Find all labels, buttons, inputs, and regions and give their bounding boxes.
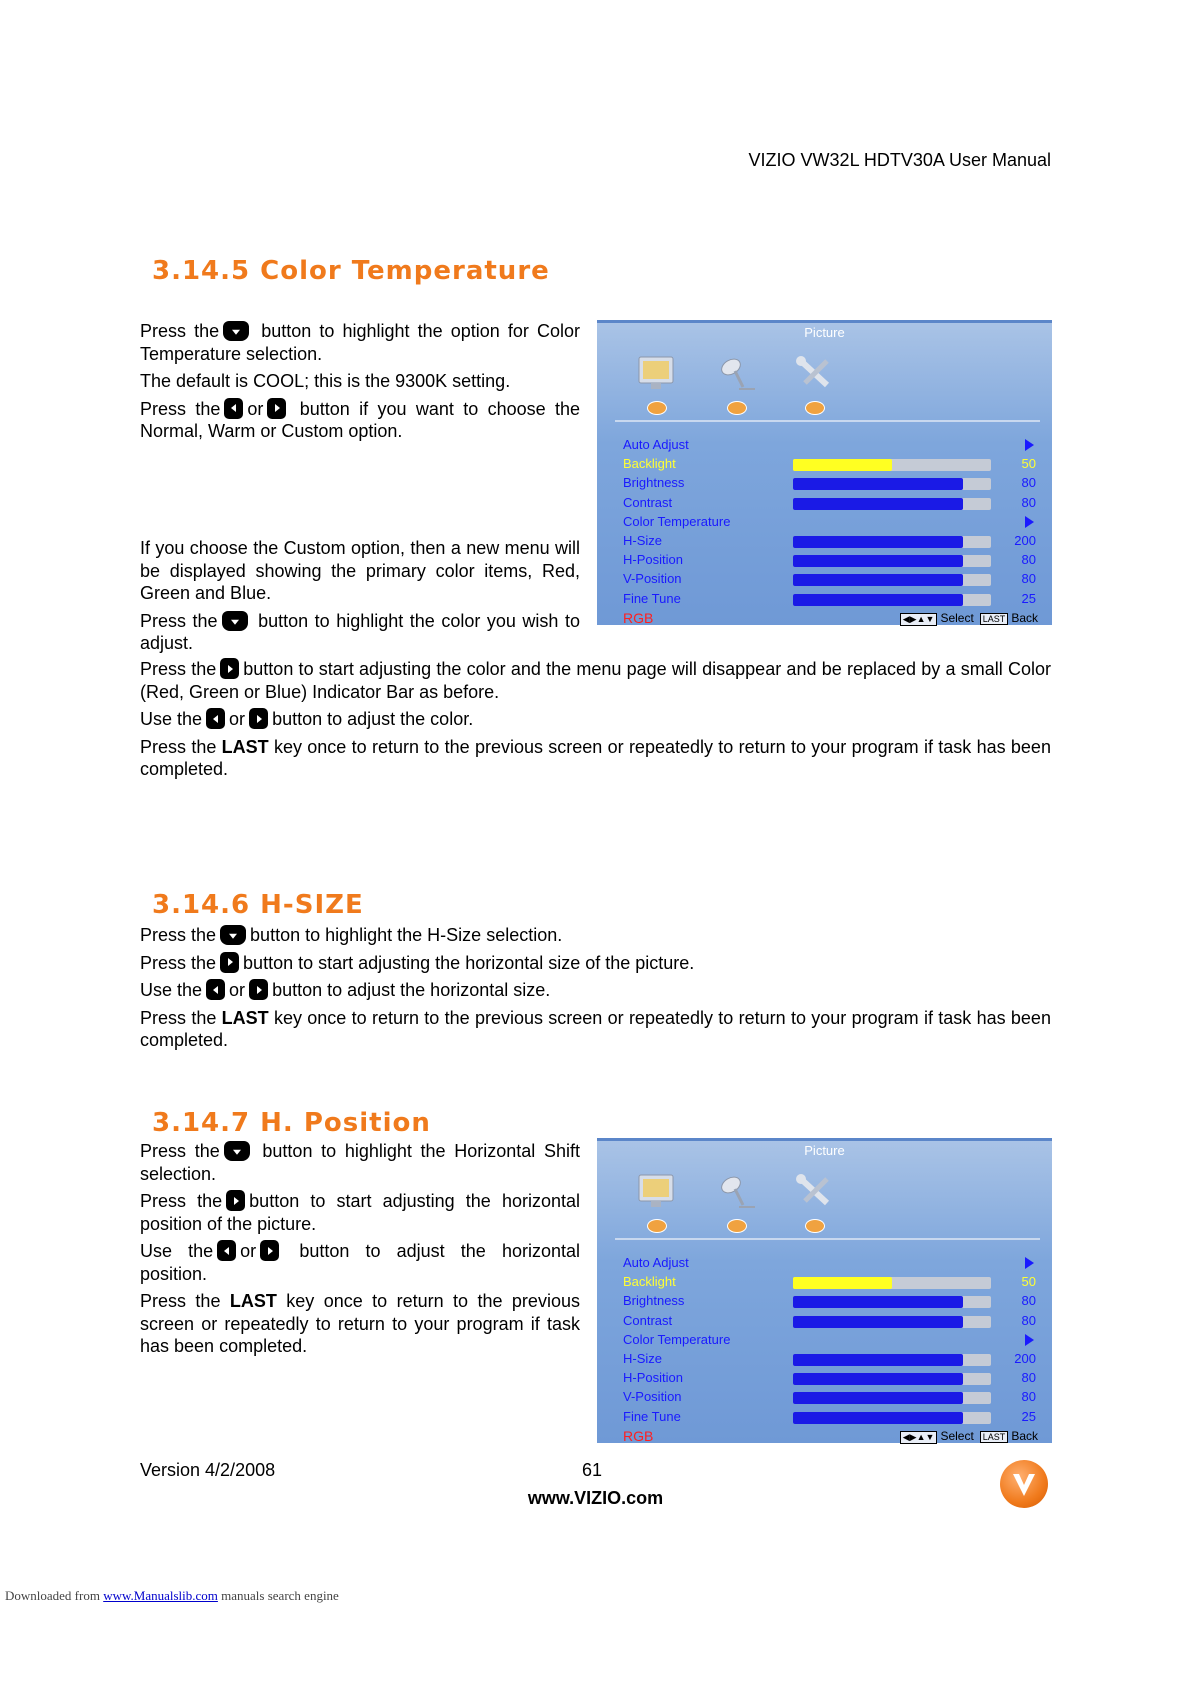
menu-row[interactable]: [623, 1311, 1036, 1330]
submenu-arrow-icon: [1025, 439, 1034, 451]
level-bar[interactable]: [793, 459, 991, 471]
menu-row-label: Brightness: [623, 475, 685, 491]
level-bar-fill: [793, 1296, 963, 1308]
website-text: www.VIZIO.com: [527, 1488, 664, 1508]
last-key-icon: LAST: [980, 1431, 1009, 1443]
input-source-label: RGB: [623, 610, 654, 626]
level-bar[interactable]: [793, 1316, 991, 1328]
divider: [615, 420, 1040, 422]
level-bar-fill: [793, 594, 963, 606]
level-bar-fill: [793, 555, 963, 567]
menu-row[interactable]: [623, 550, 1036, 569]
right-button-icon: [249, 708, 268, 729]
wrench-tools-icon[interactable]: [793, 1171, 837, 1211]
right-button-icon: [267, 398, 286, 419]
menu-row[interactable]: [623, 1330, 1036, 1349]
tab-indicator-icon: [805, 401, 825, 415]
menu-row[interactable]: [623, 1272, 1036, 1291]
menu-row-value: 50: [1021, 456, 1036, 472]
menu-row[interactable]: [623, 531, 1036, 550]
level-bar[interactable]: [793, 1373, 991, 1385]
menu-row[interactable]: [623, 493, 1036, 512]
menu-row-value: 25: [1021, 1408, 1036, 1424]
menu-row[interactable]: [623, 512, 1036, 531]
right-button-icon: [226, 1190, 245, 1211]
right-button-icon: [220, 952, 239, 973]
level-bar[interactable]: [793, 1354, 991, 1366]
color-temp-custom-block: [140, 537, 580, 655]
menu-row[interactable]: [623, 1368, 1036, 1387]
level-bar-fill: [793, 498, 963, 510]
menu-title: Picture: [804, 1143, 845, 1158]
nav-arrows-icon: ◀▶▲▼: [900, 1431, 938, 1444]
level-bar-fill: [793, 1392, 963, 1404]
menu-row[interactable]: [623, 473, 1036, 492]
submenu-arrow-icon: [1025, 1257, 1034, 1269]
paragraph: Press the button to start adjusting the color and the menu page will disappear and be replaced by a small Color (Red, Green or Blue) Indicator Bar as before.: [140, 659, 1051, 702]
downloaded-from-note: Downloaded from www.Manualslib.com manuals search engine: [5, 1588, 339, 1603]
down-button-icon: [220, 925, 246, 945]
back-label: Back: [1011, 611, 1038, 625]
down-button-icon: [224, 1141, 250, 1161]
h-size-text-block: [140, 924, 1051, 1052]
paragraph: The default is COOL; this is the 9300K setting.: [140, 371, 511, 391]
menu-row-label: Backlight: [623, 456, 676, 472]
level-bar[interactable]: [793, 1296, 991, 1308]
paragraph: Press the button to highlight the Horizontal Shift selection.: [140, 1141, 580, 1184]
paragraph: Press the button to start adjusting the horizontal position of the picture.: [140, 1191, 580, 1234]
menu-row-label: Fine Tune: [623, 590, 681, 606]
menu-row-value: 80: [1021, 1389, 1036, 1405]
left-button-icon: [206, 979, 225, 1000]
level-bar[interactable]: [793, 536, 991, 548]
menu-row-label: Contrast: [623, 494, 673, 510]
down-button-icon: [222, 611, 248, 631]
left-button-icon: [224, 398, 243, 419]
menu-row[interactable]: [623, 1291, 1036, 1310]
menu-row-label: Contrast: [623, 1312, 673, 1328]
wrench-tools-icon[interactable]: [793, 353, 837, 393]
menu-title: Picture: [804, 325, 845, 340]
level-bar-fill: [793, 1277, 892, 1289]
menu-row-label: V-Position: [623, 571, 682, 587]
paragraph: Press the or button if you want to choose the Normal, Warm or Custom option.: [140, 398, 580, 441]
paragraph: Press the button to start adjusting the horizontal size of the picture.: [140, 952, 695, 973]
manualslib-link[interactable]: www.Manualslib.com: [103, 1588, 218, 1603]
divider: [615, 1238, 1040, 1240]
menu-row[interactable]: [623, 1253, 1036, 1272]
menu-row[interactable]: [623, 1387, 1036, 1406]
h-position-text-block: [140, 1140, 580, 1358]
menu-row-label: H-Position: [623, 552, 683, 568]
menu-footer: [623, 610, 1038, 626]
menu-row-label: H-Size: [623, 1350, 663, 1366]
menu-row-value: 25: [1021, 590, 1036, 606]
tab-indicator-icon: [647, 401, 667, 415]
level-bar-fill: [793, 574, 963, 586]
back-label: Back: [1011, 1429, 1038, 1443]
menu-row-label: Auto Adjust: [623, 437, 689, 452]
section-title-h-position: 3.14.7 H. Position: [152, 1108, 431, 1138]
nav-arrows-icon: ◀▶▲▼: [900, 613, 938, 626]
level-bar[interactable]: [793, 574, 991, 586]
submenu-arrow-icon: [1025, 1334, 1034, 1346]
level-bar-fill: [793, 1316, 963, 1328]
paragraph: Press the LAST key once to return to the previous screen or repeatedly to return to your program if task has been completed.: [140, 1007, 1051, 1050]
level-bar[interactable]: [793, 1392, 991, 1404]
menu-row-label: Color Temperature: [623, 1331, 731, 1347]
level-bar-fill: [793, 1373, 963, 1385]
menu-footer: [623, 1428, 1038, 1444]
menu-row-value: 80: [1021, 475, 1036, 491]
right-button-icon: [249, 979, 268, 1000]
paragraph: Use the or button to adjust the color.: [140, 709, 474, 729]
paragraph: Press the button to highlight the H-Size selection.: [140, 925, 563, 945]
tab-indicator-icon: [805, 1219, 825, 1233]
menu-row[interactable]: [623, 435, 1036, 454]
menu-row-label: Backlight: [623, 1274, 676, 1290]
menu-row[interactable]: [623, 1407, 1036, 1426]
page-number: 61: [582, 1460, 603, 1480]
level-bar[interactable]: [793, 1412, 991, 1424]
menu-row-value: 200: [1014, 1350, 1036, 1366]
menu-row[interactable]: [623, 589, 1036, 608]
paragraph: Press the LAST key once to return to the previous screen or repeatedly to return to your program if task has been completed.: [140, 1291, 580, 1356]
menu-row[interactable]: [623, 569, 1036, 588]
menu-row-label: Auto Adjust: [623, 1255, 689, 1270]
left-button-icon: [206, 708, 225, 729]
menu-row-label: H-Position: [623, 1370, 683, 1386]
tv-monitor-icon[interactable]: [635, 353, 679, 393]
satellite-dish-icon[interactable]: [715, 353, 759, 393]
menu-row-value: 80: [1021, 494, 1036, 510]
menu-row-value: 80: [1021, 1293, 1036, 1309]
tv-monitor-icon[interactable]: [635, 1171, 679, 1211]
menu-row-label: Fine Tune: [623, 1408, 681, 1424]
submenu-arrow-icon: [1025, 516, 1034, 528]
color-temp-full-block: [140, 658, 1051, 781]
section-title-color-temperature: 3.14.5 Color Temperature: [152, 256, 550, 286]
vizio-logo-icon: [1000, 1460, 1048, 1508]
menu-controls: [894, 1429, 1038, 1444]
last-key-icon: LAST: [980, 613, 1009, 625]
input-source-label: RGB: [623, 1428, 654, 1444]
manual-header: VIZIO VW32L HDTV30A User Manual: [748, 150, 1051, 170]
paragraph: If you choose the Custom option, then a new menu will be displayed showing the primary color items, Red, Green and Blue.: [140, 538, 580, 603]
left-button-icon: [217, 1240, 236, 1261]
right-button-icon: [220, 658, 239, 679]
menu-row[interactable]: [623, 454, 1036, 473]
level-bar[interactable]: [793, 555, 991, 567]
menu-row-value: 200: [1014, 532, 1036, 548]
level-bar[interactable]: [793, 478, 991, 490]
level-bar-fill: [793, 1412, 963, 1424]
menu-row-value: 80: [1021, 1370, 1036, 1386]
menu-row[interactable]: [623, 1349, 1036, 1368]
menu-row-value: 80: [1021, 571, 1036, 587]
tv-picture-menu: [597, 320, 1052, 625]
paragraph: Press the LAST key once to return to the previous screen or repeatedly to return to your program if task has been completed.: [140, 736, 1051, 779]
tab-indicator-icon: [647, 1219, 667, 1233]
down-button-icon: [223, 321, 249, 341]
color-temp-text-block: [140, 320, 580, 443]
menu-row-value: 50: [1021, 1274, 1036, 1290]
level-bar[interactable]: [793, 1277, 991, 1289]
menu-row-value: 80: [1021, 552, 1036, 568]
select-label: Select: [940, 611, 974, 625]
menu-controls: [894, 611, 1038, 626]
menu-row-value: 80: [1021, 1312, 1036, 1328]
level-bar-fill: [793, 459, 892, 471]
level-bar-fill: [793, 478, 963, 490]
tab-indicator-icon: [727, 401, 747, 415]
right-button-icon: [260, 1240, 279, 1261]
level-bar[interactable]: [793, 594, 991, 606]
paragraph: Press the button to highlight the color you wish to adjust.: [140, 610, 580, 653]
section-title-h-size: 3.14.6 H-SIZE: [152, 890, 364, 920]
level-bar-fill: [793, 1354, 963, 1366]
paragraph: Use the or button to adjust the horizontal size.: [140, 980, 551, 1000]
menu-row-label: Brightness: [623, 1293, 685, 1309]
paragraph: Press the button to highlight the option for Color Temperature selection.: [140, 321, 580, 364]
paragraph: Use the or button to adjust the horizontal position.: [140, 1241, 580, 1284]
menu-row-label: H-Size: [623, 532, 663, 548]
version-text: Version 4/2/2008: [140, 1460, 276, 1480]
menu-row-label: Color Temperature: [623, 513, 731, 529]
menu-row-label: V-Position: [623, 1389, 682, 1405]
satellite-dish-icon[interactable]: [715, 1171, 759, 1211]
tab-indicator-icon: [727, 1219, 747, 1233]
level-bar-fill: [793, 536, 963, 548]
tv-picture-menu: [597, 1138, 1052, 1443]
level-bar[interactable]: [793, 498, 991, 510]
select-label: Select: [940, 1429, 974, 1443]
